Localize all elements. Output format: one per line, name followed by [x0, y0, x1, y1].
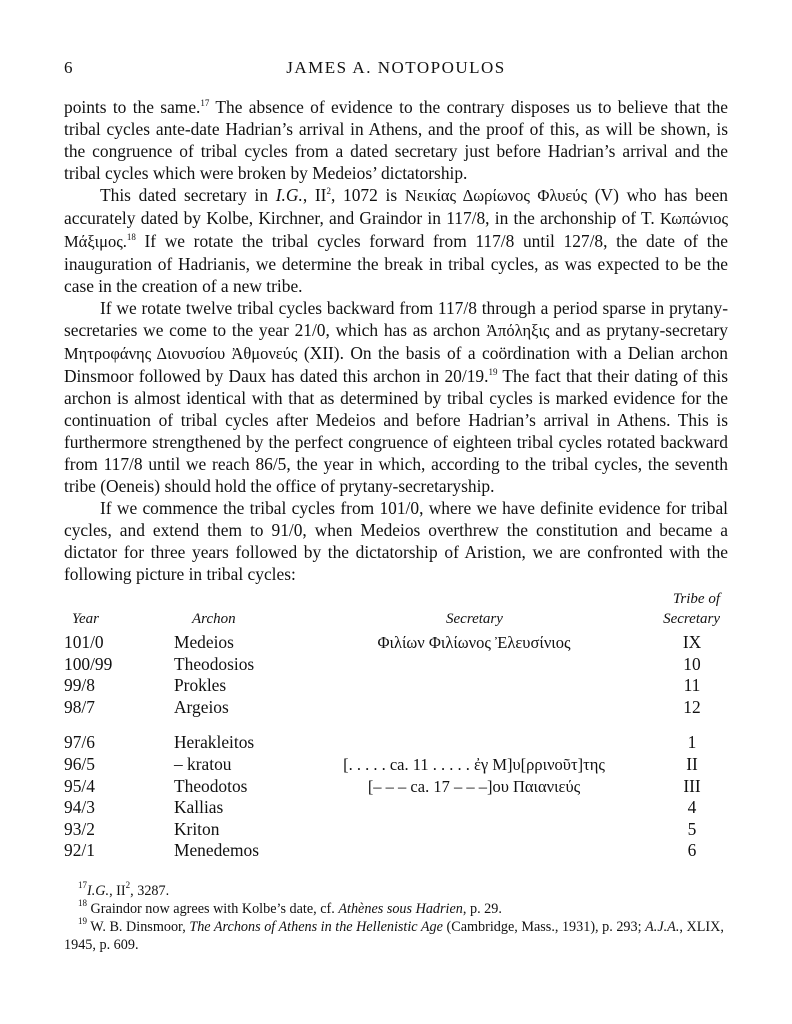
- footnote-19-number: 19: [78, 916, 87, 926]
- tribal-cycles-table: [64, 590, 728, 862]
- footnote-18-number: 18: [78, 898, 87, 908]
- paragraph-4: If we commence the tribal cycles from 101/0, where we have definite evidence for tribal cycles, and extend them to 91/0, when Medeios overthrew the constitution and became a dictator for three years followed by the dictatorship of Aristion, we are confronted with the following picture in tribal cycles:: [64, 498, 728, 584]
- cell-tribe: 11: [683, 675, 701, 696]
- p3-text-c: (XII). On the basis of a coördination with a Delian archon Dinsmoor followed by Daux has dated this archon in 20/19.: [64, 343, 728, 386]
- footnotes: [64, 882, 728, 954]
- cell-tribe: 5: [687, 818, 697, 839]
- p3-text-d: The fact that their dating of this archon is almost identical with that as determined by tribal cycles is marked evidence for the continuation of tribal cycles after Medeios and before Hadrian’s arrival in Athens. This is furthermore strengthened by the perfect congruence of eighteen tribal cycles rotated backward from 117/8 until we reach 86/5, the year in which, according to the tribal cycles, the seventh tribe (Oeneis) should hold the office of prytany-secretaryship.: [64, 366, 728, 496]
- p2-text-e: If we rotate the tribal cycles forward from 117/8 until 127/8, the date of the inauguration of Hadrianis, we determine the break in tribal cycles, as was expected to be the case in the creation of a new tribe.: [64, 231, 728, 296]
- table-row: [64, 654, 728, 676]
- greek-name-metrophanes: Μητροφάνης Διονυσίου Ἀθμονεύς: [64, 344, 298, 363]
- table-row: [64, 797, 728, 819]
- p2-text-c: , 1072 is: [330, 185, 405, 205]
- greek-name-kopornios: Κωπώνιος Μάξιμος.: [64, 209, 728, 251]
- greek-name-neikias: Νεικίας Δωρίωνος Φλυεύς: [404, 186, 587, 205]
- cell-year: 100/99: [64, 653, 113, 674]
- cell-archon: Argeios: [174, 696, 229, 717]
- cell-tribe: 12: [683, 696, 701, 717]
- cell-year: 92/1: [64, 840, 95, 861]
- p2-text-a: This dated secretary in: [100, 185, 276, 205]
- table-row: [64, 819, 728, 841]
- body-text: [64, 96, 728, 585]
- cell-secretary: [– – – ca. 17 – – –]ου Παιανιεύς: [367, 776, 581, 796]
- header-tribe-line1: Tribe of: [672, 591, 720, 607]
- header-secretary: Secretary: [446, 611, 503, 627]
- p1-text-b: The absence of evidence to the contrary disposes us to believe that the tribal cycles ante-date Hadrian’s arrival in Athens, and the proof of this, as will be shown, is the congruence of tribal cycles from a dated secretary just before Hadrian’s arrival and the tribal cycles which were broken by Medeios’ dictatorship.: [64, 97, 728, 183]
- p2-ig: I.G.: [275, 185, 303, 205]
- footnote-ref-19: 19: [488, 367, 498, 377]
- cell-tribe: III: [683, 775, 701, 796]
- footnote-17-sup: 2: [125, 880, 131, 890]
- paragraph-3: [64, 297, 728, 497]
- cell-secretary: Φιλίων Φιλίωνος Ἐλευσίνιος: [377, 633, 571, 652]
- paragraph-1: [64, 96, 728, 184]
- footnote-19: [64, 918, 728, 954]
- p2-text-b: , II: [302, 185, 327, 205]
- cell-year: 96/5: [64, 753, 95, 774]
- cell-tribe: II: [686, 753, 698, 774]
- cell-archon: – kratou: [174, 753, 232, 774]
- footnote-18-text-b: , p. 29.: [462, 901, 502, 917]
- p2-sup: 2: [326, 186, 331, 196]
- table-row: [64, 732, 728, 754]
- p3-text-b: and as prytany-secretary: [549, 320, 728, 340]
- footnote-19-text-a: W. B. Dinsmoor,: [87, 919, 190, 935]
- footnote-17-ig: I.G.: [87, 883, 110, 899]
- p1-text-a: points to the same.: [64, 97, 201, 117]
- header-tribe-line2: Secretary: [663, 611, 720, 627]
- footnote-17-text-c: , 3287.: [130, 883, 170, 899]
- cell-archon: Kriton: [174, 818, 220, 839]
- table-row: [64, 675, 728, 697]
- footnote-19-text-b: (Cambridge, Mass., 1931), p. 293;: [442, 919, 646, 935]
- cell-archon: Herakleitos: [174, 732, 255, 753]
- cell-archon: Theodotos: [174, 775, 248, 796]
- paragraph-2: [64, 184, 728, 297]
- footnote-18-title: Athènes sous Hadrien: [338, 901, 463, 917]
- cell-year: 101/0: [64, 632, 104, 652]
- footnote-19-journal: A.J.A.: [645, 919, 680, 935]
- table-group-2: [64, 732, 728, 862]
- header-archon: Archon: [192, 611, 236, 627]
- page-number: 6: [64, 58, 73, 77]
- cell-archon: Menedemos: [174, 840, 260, 861]
- table-group-gap: [64, 718, 728, 732]
- footnote-18-text-a: Graindor now agrees with Kolbe’s date, cf.: [87, 901, 339, 917]
- table-row: [64, 776, 728, 798]
- cell-year: 99/8: [64, 675, 95, 696]
- table-group-1: [64, 632, 728, 718]
- table-header: [64, 590, 728, 632]
- cell-year: 93/2: [64, 818, 95, 839]
- cell-tribe: 1: [687, 732, 697, 753]
- footnote-ref-17: 17: [200, 98, 210, 108]
- cell-archon: Prokles: [174, 675, 227, 696]
- table-row: [64, 840, 728, 862]
- table-row: [64, 632, 728, 654]
- footnote-17-text-b: , II: [109, 883, 126, 899]
- footnote-19-title: The Archons of Athens in the Hellenistic Age: [189, 919, 443, 935]
- footnote-17-number: 17: [78, 880, 87, 890]
- table-row: [64, 697, 728, 719]
- cell-tribe: 6: [687, 840, 697, 861]
- footnote-ref-18: 18: [126, 232, 136, 242]
- running-header: [64, 58, 728, 82]
- cell-year: 98/7: [64, 696, 95, 717]
- cell-tribe: 4: [687, 797, 697, 818]
- cell-year: 94/3: [64, 797, 95, 818]
- footnote-17: [78, 882, 728, 900]
- p2-text-d: (V) who has been accurately dated by Kolbe, Kirchner, and Graindor in 117/8, in the archonship of T.: [64, 185, 728, 228]
- footnote-19-text-c: , XLIX, 1945, p. 609.: [64, 919, 724, 953]
- cell-tribe: IX: [682, 632, 702, 652]
- footnote-18: [78, 900, 728, 918]
- cell-archon: Theodosios: [174, 653, 255, 674]
- running-title: JAMES A. NOTOPOULOS: [286, 58, 506, 77]
- cell-year: 97/6: [64, 732, 95, 753]
- greek-name-apolexis: Ἀπόληξις: [486, 321, 550, 340]
- cell-tribe: 10: [683, 653, 701, 674]
- table-row: [64, 754, 728, 776]
- cell-archon: Kallias: [174, 797, 224, 818]
- cell-secretary: [. . . . . ca. 11 . . . . . ἐγ Μ]υ[ρρινοῦτ]της: [343, 754, 605, 774]
- p3-text-a: If we rotate twelve tribal cycles backward from 117/8 through a period sparse in prytany-secretaries we come to the year 21/0, which has as archon: [64, 298, 728, 340]
- cell-archon: Medeios: [174, 632, 234, 652]
- header-year: Year: [72, 611, 99, 627]
- cell-year: 95/4: [64, 775, 95, 796]
